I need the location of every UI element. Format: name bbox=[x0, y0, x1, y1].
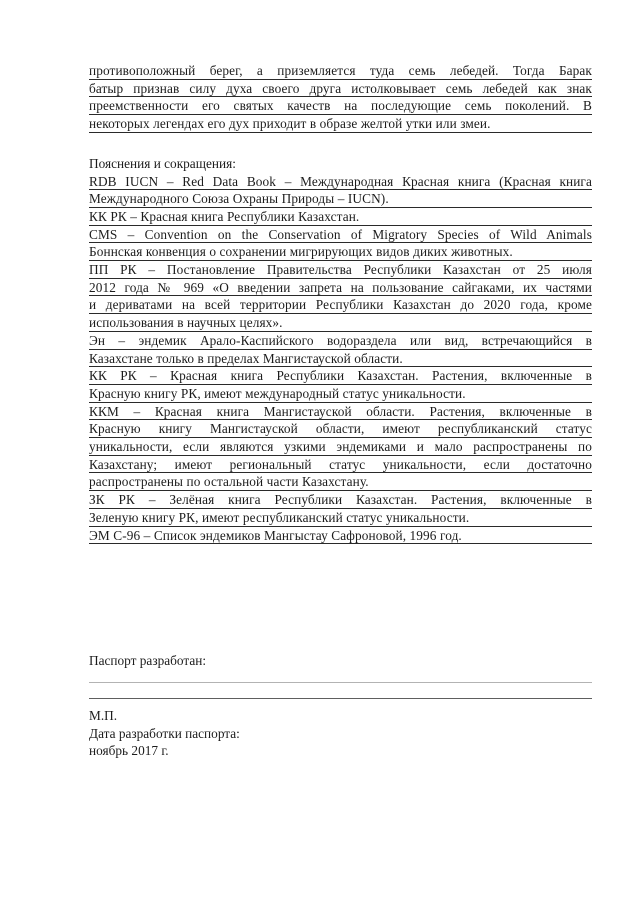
text-line: ЗК РК – Зелёная книга Республики Казахстан. Растения, включенные в bbox=[89, 492, 592, 508]
text-line: CMS – Convention on the Conservation of Migratory Species of Wild Animals bbox=[89, 226, 592, 242]
text-line: Казахстану; имеют региональный статус уникальности, если достаточно bbox=[89, 456, 592, 472]
text-line: Боннская конвенция о сохранении мигрирующих видов диких животных. bbox=[89, 243, 592, 261]
date-value: ноябрь 2017 г. bbox=[89, 743, 169, 759]
text-line: Зеленую книгу РК, имеют республиканский статус уникальности. bbox=[89, 509, 592, 527]
text-line: Эн – эндемик Арало-Каспийского водораздела или вид, встречающийся в bbox=[89, 332, 592, 348]
text-line: ЭМ С-96 – Список эндемиков Мангыстау Сафроновой, 1996 год. bbox=[89, 527, 592, 545]
abbreviations-list bbox=[89, 173, 592, 545]
text-line: преемственности его святых качеств на последующие семь поколений. В bbox=[89, 98, 592, 114]
abbreviations-heading: Пояснения и сокращения: bbox=[89, 155, 236, 171]
text-line: ККМ – Красная книга Мангистауской области. Растения, включенные в bbox=[89, 403, 592, 419]
page-content bbox=[89, 0, 592, 760]
text-line: 2012 года № 969 «О введении запрета на пользование сайгаками, их частями bbox=[89, 279, 592, 295]
text-line: распространены по остальной части Казахстану. bbox=[89, 473, 592, 491]
text-line: RDB IUCN – Red Data Book – Международная Красная книга (Красная книга bbox=[89, 173, 592, 189]
text-line: Красную книгу РК, имеют международный статус уникальности. bbox=[89, 385, 592, 403]
signature-line-2 bbox=[89, 698, 592, 699]
text-line: использования в научных целях». bbox=[89, 314, 592, 332]
text-line: уникальности, если являются узкими эндемиками и мало распространены по bbox=[89, 439, 592, 455]
date-label: Дата разработки паспорта: bbox=[89, 725, 240, 741]
text-line: ПП РК – Постановление Правительства Республики Казахстан от 25 июля bbox=[89, 262, 592, 278]
story-paragraph bbox=[89, 62, 592, 133]
text-line: Международного Союза Охраны Природы – IUCN). bbox=[89, 190, 592, 208]
text-line: КК РК – Красная книга Республики Казахстан. Растения, включенные в bbox=[89, 368, 592, 384]
text-line: Красную книгу Мангистауской области, имеют республиканский статус bbox=[89, 421, 592, 437]
text-line: некоторых легендах его дух приходит в образе желтой утки или змеи. bbox=[89, 115, 592, 133]
text-line: и дериватами на всей территории Республики Казахстан до 2020 года, кроме bbox=[89, 297, 592, 313]
signature-line-1 bbox=[89, 682, 592, 683]
text-line: батыр признав силу духа своего друга истолковывает семь лебедей как знак bbox=[89, 80, 592, 96]
text-line: Казахстане только в пределах Мангистауской области. bbox=[89, 350, 592, 368]
text-line: противоположный берег, а приземляется туда семь лебедей. Тогда Барак bbox=[89, 63, 592, 78]
text-line: КК РК – Красная книга Республики Казахстан. bbox=[89, 208, 592, 226]
passport-developed-label: Паспорт разработан: bbox=[89, 653, 207, 669]
stamp-label: М.П. bbox=[89, 707, 118, 723]
